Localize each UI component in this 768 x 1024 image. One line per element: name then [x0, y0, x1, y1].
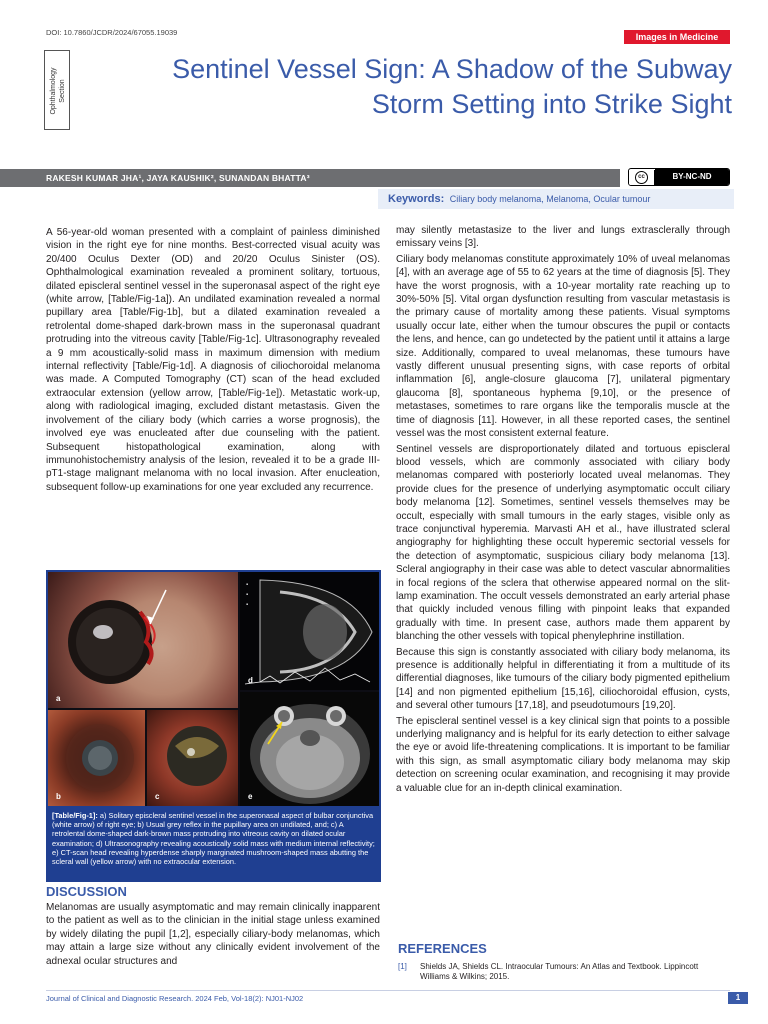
license-badge[interactable]: [628, 168, 730, 186]
panel-label-b: b: [56, 792, 61, 801]
section-name: Ophthalmology: [50, 67, 57, 115]
panel-label-c: c: [155, 792, 160, 801]
references-heading: REFERENCES: [398, 941, 487, 956]
keywords-bar: [378, 189, 734, 209]
paragraph: may silently metastasize to the liver and lungs extrasclerally through emissary veins [3].: [396, 225, 730, 250]
author-bar: RAKESH KUMAR JHA¹, JAYA KAUSHIK², SUNANDAN BHATTA³: [0, 169, 620, 187]
figure-caption-label: [Table/Fig-1]:: [52, 811, 98, 820]
svg-text:▪: ▪: [246, 602, 249, 608]
reference-number: [1]: [398, 962, 407, 971]
paragraph: Sentinel vessels are disproportionately dilated and tortuous episcleral blood vessels, which are commonly associated with ciliary body melanomas compared with posteriorly located uveal melanomas. They provide clues for the presence of underlying asymptomatic occult ciliary body melanoma [12]. Sometimes, sentinel vessels themselves may be occult, especially with small tumours in the early stages, visible only as trace conjunctival hyperemia. Marvasti AH et al., have illustrated scleral angiography for highlighting these occult hyperemic sectorial vessels for the detection of asymptomatic, suspicious ciliary body melanoma [13]. Scleral angiography in their case was able to detect vascular abnormalities in focal regions of the sclera that otherwise appeared normal on the slit-lamp examination. The occult vessels demonstrated an early arterial phase that quickly included venous filling with pinpoint leaks that expanded gradually with time. In present case, authors made them apparent by blanching the other vessels with topical phenylephrine instillation.: [396, 443, 730, 643]
panel-label-e: e: [248, 792, 253, 801]
article-type-badge: Images in Medicine: [624, 30, 730, 44]
discussion-column: [46, 884, 380, 970]
paragraph: Ciliary body melanomas constitute approximately 10% of uveal melanomas [4], with an average age of 55 to 62 years at the time of diagnosis [5]. They have the worst prognosis, with a 10-year mortality rate reaching up to 30%-50% [5]. Vital organ dysfunction resulting from vascular metastasis is the primary cause of mortality among these patients. Visual symptoms usually occur late, either when the tumour obscures the pupil or contacts the lens, and hence, can go undetected by the patient until it attains a large size. Additionally, compared to uveal melanomas, these tumours have vastly different unusual presenting signs, with case reports of orbital inflammation [6], angle-closure glaucoma [7], unilateral pigmentary glaucoma [8], spontaneous hyphema [9,10], or the presence of metastases, sometimes to rare organs like the temporalis muscle at the time of diagnosis [11]. However, in all these reported cases, the sentinel vessel was the most consistent external feature.: [396, 253, 730, 440]
reference-text: Shields JA, Shields CL. Intraocular Tumours: An Atlas and Textbook. Lippincott Williams & Wilkins; 2015.: [420, 962, 699, 981]
svg-text:▪: ▪: [246, 592, 249, 598]
keywords-list: Ciliary body melanoma, Melanoma, Ocular tumour: [449, 194, 651, 204]
svg-text:▪: ▪: [246, 582, 249, 588]
paragraph: The episcleral sentinel vessel is a key clinical sign that points to a possible underlying malignancy and is helpful for its early detection to either salvage the eye or avoid life-threatening complications. It is important to be familiar with this sign, as small asymptomatic ciliary body melanoma may skip detection on screening ocular examination, and recognising it may provide a valuable clue for an in-depth clinical examination.: [396, 715, 730, 794]
reference-item: [398, 962, 732, 982]
discussion-heading: DISCUSSION: [46, 884, 127, 899]
case-paragraph: A 56-year-old woman presented with a complaint of painless diminished vision in the right eye for nine months. Best-corrected visual acuity was 20/400 Oculus Dexter (OD) and 20/20 Oculus Sinister (OS). Ophthalmological examination revealed a prominent solitary, tortuous, dilated episcleral sentinel vessel in the superonasal aspect of the right eye (white arrow, [Table/Fig-1a]). An undilated examination revealed a normal pupillary area [Table/Fig-1b], but a dilated examination revealed a retrolental dome-shaped dark-brown mass in the superonasal quadrant protruding into the vitreous cavity [Table/Fig-1c]. Ultrasonography revealed a 9 mm acoustically-solid mass in maximum dimension with medium internal reflectivity [Table/Fig-1d]. A diagnosis of ciliochoroidal melanoma was made. A Computed Tomography (CT) scan of the head excluded extraocular extension (yellow arrow, [Table/Fig-1e]). Metastatic work-up, along with radiological imaging, excluded distant metastasis. Given the involvement of the ciliary body (which carries a worse prognosis), the involved eye was enucleated after due counseling with the patient. Subsequent histopathological examination, along with immunohistochemistry analysis of the lesion, revealed it to be a grade III-pT1-stage malignant melanoma with no local invasion. After enucleation, subsequent follow-up examinations for one year excluded any recurrence.: [46, 227, 380, 493]
figure-panel-b: [48, 710, 145, 806]
doi: DOI: 10.7860/JCDR/2024/67055.19039: [46, 28, 178, 37]
panel-label-d: d: [248, 676, 253, 685]
figure-1: [46, 570, 381, 808]
license-terms: BY-NC-ND: [655, 169, 729, 185]
discussion-paragraph: Melanomas are usually asymptomatic and may remain clinically inapparent to the patient as well as to the clinician in the initial stage unless examined by widely dilating the pupil [1,2], especially ciliary-body melanomas, which may attain a large size without any clinically evident involvement of the adnexal ocular structures and: [46, 902, 380, 967]
page-number: 1: [728, 992, 748, 1004]
section-word: Section: [59, 79, 66, 103]
keywords-label: Keywords:: [388, 193, 445, 205]
figure-panel-a: [48, 572, 238, 708]
figure-caption-text: a) Solitary episcleral sentinel vessel in the superonasal aspect of bulbar conjunctiva (white arrow) of right eye; b) Usual grey reflex in the pupillary area on undilated, and; c) A retrolental dome-shaped dark-brown mass protruding into vitreous cavity on dilated ocular examination; d) Ultrasonography revealing acoustically solid mass with medium internal reflectivity; e) CT-scan head revealing hyperdense sharply marginated mushroom-shaped mass abutting the scleral wall (yellow arrow) with no extraocular extension.: [52, 811, 375, 867]
article-title: Sentinel Vessel Sign: A Shadow of the Subway Storm Setting into Strike Sight: [172, 54, 732, 119]
figure-panel-e: [240, 692, 379, 806]
paragraph: Because this sign is constantly associated with ciliary body melanoma, its presence is additionally helpful in differentiating it from a multitude of its differential diagnoses, like tumours of the ciliary body pigmented epithelium [14] and non pigmented epithelium [15,16], ciliochoroidal effusion, cysts, and several other tumours [17,18], and pseudotumours [19,20].: [396, 646, 730, 712]
figure-panel-c: [147, 710, 238, 806]
footer-divider: [46, 990, 730, 991]
journal-footer: Journal of Clinical and Diagnostic Research. 2024 Feb, Vol-18(2): NJ01-NJ02: [46, 994, 304, 1003]
panel-label-a: a: [56, 694, 61, 703]
figure-panel-d: [240, 572, 379, 690]
figure-caption: [46, 808, 381, 882]
case-report-column: [46, 226, 380, 496]
discussion-continued-column: [396, 224, 730, 797]
section-label: [44, 50, 70, 130]
cc-icon: cc: [635, 171, 648, 184]
